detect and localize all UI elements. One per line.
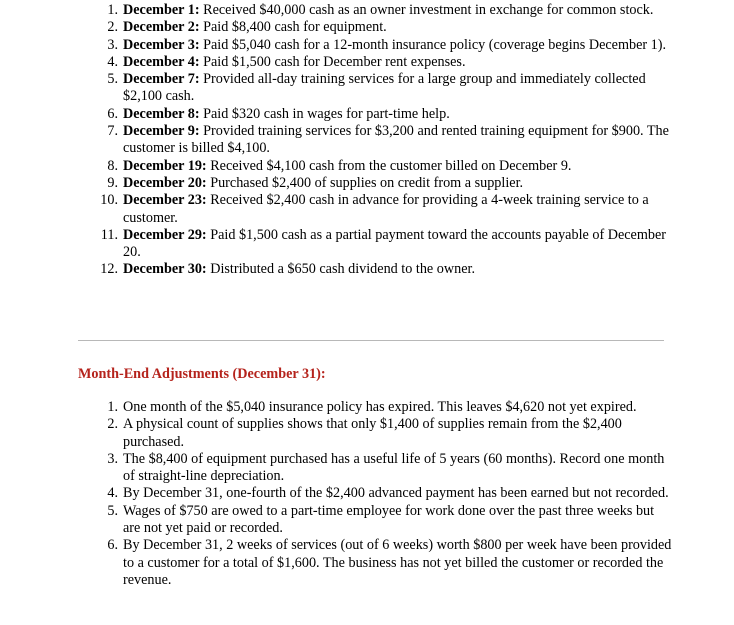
transaction-item	[0, 192, 734, 227]
adjustment-item	[0, 399, 734, 416]
item-number: 4.	[107, 53, 118, 70]
transaction-date: December 19:	[123, 157, 207, 174]
adjustment-text: By December 31, 2 weeks of services (out of 6 weeks) worth $800 per week have been provided to a customer for a total of $1,600. The business has not yet billed the customer or recorded the revenue.	[123, 537, 672, 588]
transaction-item	[0, 123, 734, 158]
transaction-date: December 23:	[123, 192, 207, 209]
adjustments-heading: Month-End Adjustments (December 31):	[78, 366, 326, 382]
item-number: 8.	[107, 157, 118, 174]
transaction-text: Received $4,100 cash from the customer billed on December 9.	[206, 157, 572, 174]
adjustment-item	[0, 485, 734, 502]
transaction-item	[0, 106, 734, 123]
transaction-item	[0, 19, 734, 36]
adjustment-text: A physical count of supplies shows that only $1,400 of supplies remain from the $2,400 purchased.	[123, 416, 622, 450]
transaction-text: Paid $1,500 cash as a partial payment toward the accounts payable of December 20.	[123, 226, 667, 261]
transaction-text: Paid $8,400 cash for equipment.	[199, 19, 387, 36]
item-number: 2.	[107, 416, 118, 433]
item-number: 9.	[107, 174, 118, 191]
adjustment-text: One month of the $5,040 insurance policy has expired. This leaves $4,620 not yet expired.	[123, 399, 637, 415]
transaction-item	[0, 158, 734, 175]
transaction-item	[0, 261, 734, 278]
transaction-text: Received $2,400 cash in advance for providing a 4-week training service to a customer.	[123, 192, 649, 226]
item-number: 2.	[107, 19, 118, 36]
item-number: 3.	[107, 450, 118, 467]
transactions-list	[0, 2, 734, 279]
adjustment-text: By December 31, one-fourth of the $2,400 advanced payment has been earned but not recorded.	[123, 485, 669, 502]
adjustment-text: Wages of $750 are owed to a part-time employee for work done over the past three weeks but are not yet paid or recorded.	[123, 502, 655, 537]
transaction-date: December 3:	[123, 36, 200, 53]
transaction-item	[0, 227, 734, 262]
item-number: 10.	[100, 192, 118, 209]
transaction-date: December 29:	[123, 226, 207, 243]
adjustment-text: The $8,400 of equipment purchased has a useful life of 5 years (60 months). Record one month of straight-line depreciation.	[123, 450, 665, 485]
transaction-item	[0, 54, 734, 71]
transaction-date: December 2:	[123, 19, 200, 36]
section-divider	[78, 340, 664, 341]
transaction-date: December 8:	[123, 105, 200, 122]
item-number: 5.	[107, 502, 118, 519]
transaction-text: Distributed a $650 cash dividend to the owner.	[206, 261, 475, 278]
transaction-item	[0, 37, 734, 54]
item-number: 1.	[107, 399, 118, 415]
transaction-text: Paid $5,040 cash for a 12-month insurance policy (coverage begins December 1).	[199, 36, 667, 53]
item-number: 7.	[107, 123, 118, 140]
item-number: 1.	[107, 2, 118, 18]
adjustment-item	[0, 416, 734, 451]
transaction-text: Received $40,000 cash as an owner investment in exchange for common stock.	[199, 2, 654, 18]
transaction-item	[0, 2, 734, 19]
adjustment-item	[0, 537, 734, 589]
item-number: 12.	[100, 261, 118, 278]
transaction-item	[0, 175, 734, 192]
transaction-date: December 4:	[123, 53, 200, 70]
item-number: 6.	[107, 537, 118, 554]
transaction-text: Provided training services for $3,200 and rented training equipment for $900. The customer is billed $4,100.	[123, 123, 669, 157]
transaction-date: December 30:	[123, 261, 207, 278]
transaction-text: Provided all-day training services for a large group and immediately collected $2,100 cash.	[123, 71, 646, 105]
transaction-item	[0, 71, 734, 106]
transaction-date: December 1:	[123, 2, 200, 18]
adjustment-item	[0, 451, 734, 486]
item-number: 4.	[107, 485, 118, 502]
transaction-date: December 9:	[123, 123, 200, 140]
adjustments-list	[0, 399, 734, 589]
transaction-date: December 20:	[123, 174, 207, 191]
adjustment-item	[0, 503, 734, 538]
transaction-text: Purchased $2,400 of supplies on credit from a supplier.	[206, 174, 524, 191]
item-number: 3.	[107, 36, 118, 53]
item-number: 6.	[107, 105, 118, 122]
transaction-date: December 7:	[123, 71, 200, 88]
item-number: 5.	[107, 71, 118, 88]
transaction-text: Paid $1,500 cash for December rent expenses.	[199, 53, 466, 70]
transaction-text: Paid $320 cash in wages for part-time help.	[199, 105, 450, 122]
item-number: 11.	[100, 226, 118, 243]
